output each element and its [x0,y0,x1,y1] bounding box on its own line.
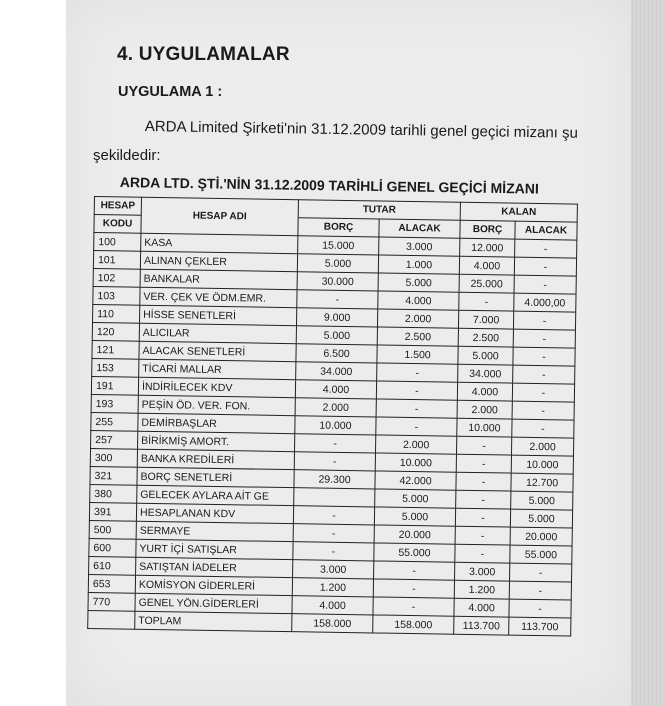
header-tutar: TUTAR [298,200,460,221]
kalan-borc: 2.000 [457,400,512,419]
account-code: 255 [91,412,138,431]
account-code: 121 [92,340,139,359]
header-tutar-alacak: ALACAK [379,219,460,238]
header-kalan-alacak: ALACAK [515,221,577,240]
paragraph-line-2: şekildedir: [93,147,161,164]
kalan-borc: 1.200 [454,580,509,599]
account-name: SATIŞTAN İADELER [136,557,293,577]
header-tutar-borc: BORÇ [298,218,379,237]
account-code: 110 [93,304,140,323]
kalan-borc: - [455,508,510,527]
kalan-alacak: 4.000,00 [514,293,576,312]
account-code: 610 [89,556,136,575]
tutar-alacak: 3.000 [379,237,460,256]
account-name: ALINAN ÇEKLER [140,251,297,271]
account-name: KOMİSYON GİDERLERİ [135,575,292,595]
tutar-borc: 5.000 [296,326,377,345]
paragraph-line-1: ARDA Limited Şirketi'nin 31.12.2009 tarihli genel geçici mizanı şu [144,118,579,142]
trial-balance-table-wrap [87,196,578,637]
tutar-borc: - [293,524,374,543]
tutar-borc: 29.300 [294,470,375,489]
account-name: YURT İÇİ SATIŞLAR [136,539,293,559]
account-code: 101 [93,251,140,270]
account-code: 391 [89,502,136,521]
header-kalan-borc: BORÇ [460,220,515,239]
kalan-alacak: - [513,311,575,330]
tutar-alacak: 5.000 [374,507,455,526]
account-name: HESAPLANAN KDV [136,503,293,523]
account-code: 100 [94,233,141,252]
tutar-borc: 4.000 [295,380,376,399]
total-tutar-borc: 158.000 [292,614,373,633]
page-edge [631,0,665,706]
tutar-borc: 30.000 [297,272,378,291]
tutar-alacak: 2.500 [377,327,458,346]
kalan-alacak: 5.000 [511,491,573,510]
account-name: BİRİKMİŞ AMORT. [138,431,295,451]
tutar-borc: - [294,452,375,471]
account-name: BANKALAR [140,269,297,289]
kalan-alacak: - [509,599,571,618]
kalan-borc: - [456,490,511,509]
kalan-alacak: - [513,329,575,348]
kalan-borc: - [456,436,511,455]
account-code: 153 [92,358,139,377]
kalan-alacak: - [512,383,574,402]
kalan-alacak: 20.000 [510,527,572,546]
kalan-alacak: 12.700 [511,473,573,492]
tutar-alacak: 20.000 [374,525,455,544]
account-name: KASA [141,233,298,253]
tutar-borc: 6.500 [296,344,377,363]
kalan-borc: 12.000 [460,238,515,257]
kalan-borc: 4.000 [459,256,514,275]
tutar-alacak: 42.000 [375,471,456,490]
kalan-alacak: - [509,581,571,600]
tutar-alacak: - [376,381,457,400]
tutar-borc: 4.000 [292,596,373,615]
tutar-borc: - [293,542,374,561]
kalan-borc: 3.000 [455,562,510,581]
account-name: VER. ÇEK VE ÖDM.EMR. [140,287,297,307]
account-code: 321 [90,466,137,485]
tutar-alacak: 10.000 [375,453,456,472]
tutar-borc: 3.000 [293,560,374,579]
account-name: SERMAYE [136,521,293,541]
account-code: 102 [93,268,140,287]
account-code: 600 [89,538,136,557]
tutar-alacak: 55.000 [374,543,455,562]
kalan-borc: - [459,292,514,311]
tutar-alacak: 2.000 [377,309,458,328]
tutar-borc: 1.200 [292,578,373,597]
kalan-borc: - [455,544,510,563]
account-code: 300 [90,448,137,467]
account-name: TİCARİ MALLAR [139,359,296,379]
total-kalan-borc: 113.700 [454,616,509,635]
tutar-alacak: - [377,363,458,382]
tutar-borc: 10.000 [295,416,376,435]
account-code: 653 [88,574,135,593]
kalan-alacak: - [515,239,577,258]
tutar-alacak: - [373,579,454,598]
table-body [88,233,577,637]
tutar-alacak: 1.000 [378,255,459,274]
tutar-borc: - [293,506,374,525]
tutar-alacak: 2.000 [375,435,456,454]
total-label: TOPLAM [135,611,292,631]
account-code: 193 [91,394,138,413]
account-name: ALICILAR [139,323,296,343]
kalan-alacak: - [510,563,572,582]
kalan-borc: 4.000 [457,382,512,401]
kalan-borc: - [456,472,511,491]
total-kalan-alacak: 113.700 [509,617,571,636]
section-heading: 4. UYGULAMALAR [117,44,290,65]
tutar-alacak: 5.000 [375,489,456,508]
kalan-alacak: - [512,401,574,420]
account-code: 120 [92,322,139,341]
account-code: 380 [90,484,137,503]
tutar-borc: 5.000 [297,254,378,273]
tutar-borc: - [295,434,376,453]
header-hesap-adi: HESAP ADI [141,197,299,235]
account-name: İNDİRİLECEK KDV [138,377,295,397]
kalan-alacak: - [513,347,575,366]
account-code: 770 [88,592,135,611]
account-name: PEŞİN ÖD. VER. FON. [138,395,295,415]
kalan-borc: 34.000 [458,364,513,383]
kalan-alacak: - [514,257,576,276]
account-name: HİSSE SENETLERİ [140,305,297,325]
kalan-alacak: 2.000 [511,437,573,456]
tutar-alacak: - [374,561,455,580]
account-name: BANKA KREDİLERİ [137,449,294,469]
tutar-alacak: - [376,399,457,418]
account-name: BORÇ SENETLERİ [137,467,294,487]
header-kalan: KALAN [460,202,577,222]
account-code: 103 [93,286,140,305]
header-kodu: KODU [94,215,141,234]
kalan-borc: 2.500 [458,328,513,347]
kalan-borc: 10.000 [457,418,512,437]
kalan-borc: - [456,454,511,473]
kalan-alacak: - [512,419,574,438]
exercise-heading: UYGULAMA 1 : [118,84,223,100]
tutar-alacak: - [373,597,454,616]
total-code-empty [88,610,135,629]
total-tutar-alacak: 158.000 [373,615,454,634]
tutar-borc: 34.000 [296,362,377,381]
trial-balance-table [87,196,578,637]
account-name: ALACAK SENETLERİ [139,341,296,361]
tutar-alacak: 5.000 [378,273,459,292]
kalan-borc: 7.000 [458,310,513,329]
account-code: 500 [89,520,136,539]
table-title: ARDA LTD. ŞTİ.'NİN 31.12.2009 TARİHLİ GENEL GEÇİCİ MİZANI [119,174,539,197]
kalan-alacak: 5.000 [510,509,572,528]
tutar-borc: 15.000 [298,236,379,255]
kalan-borc: 4.000 [454,598,509,617]
kalan-borc: 25.000 [459,274,514,293]
kalan-alacak: 10.000 [511,455,573,474]
tutar-alacak: - [376,417,457,436]
kalan-alacak: - [513,365,575,384]
kalan-borc: 5.000 [458,346,513,365]
kalan-alacak: - [514,275,576,294]
kalan-borc: - [455,526,510,545]
tutar-borc: 2.000 [295,398,376,417]
account-code: 191 [91,376,138,395]
tutar-borc: 9.000 [296,308,377,327]
account-name: DEMİRBAŞLAR [138,413,295,433]
tutar-borc [294,488,375,507]
account-name: GENEL YÖN.GİDERLERİ [135,593,292,613]
header-hesap: HESAP [94,197,141,216]
tutar-alacak: 1.500 [377,345,458,364]
account-name: GELECEK AYLARA AİT GE [137,485,294,505]
tutar-borc: - [297,290,378,309]
account-code: 257 [91,430,138,449]
tutar-alacak: 4.000 [378,291,459,310]
kalan-alacak: 55.000 [510,545,572,564]
